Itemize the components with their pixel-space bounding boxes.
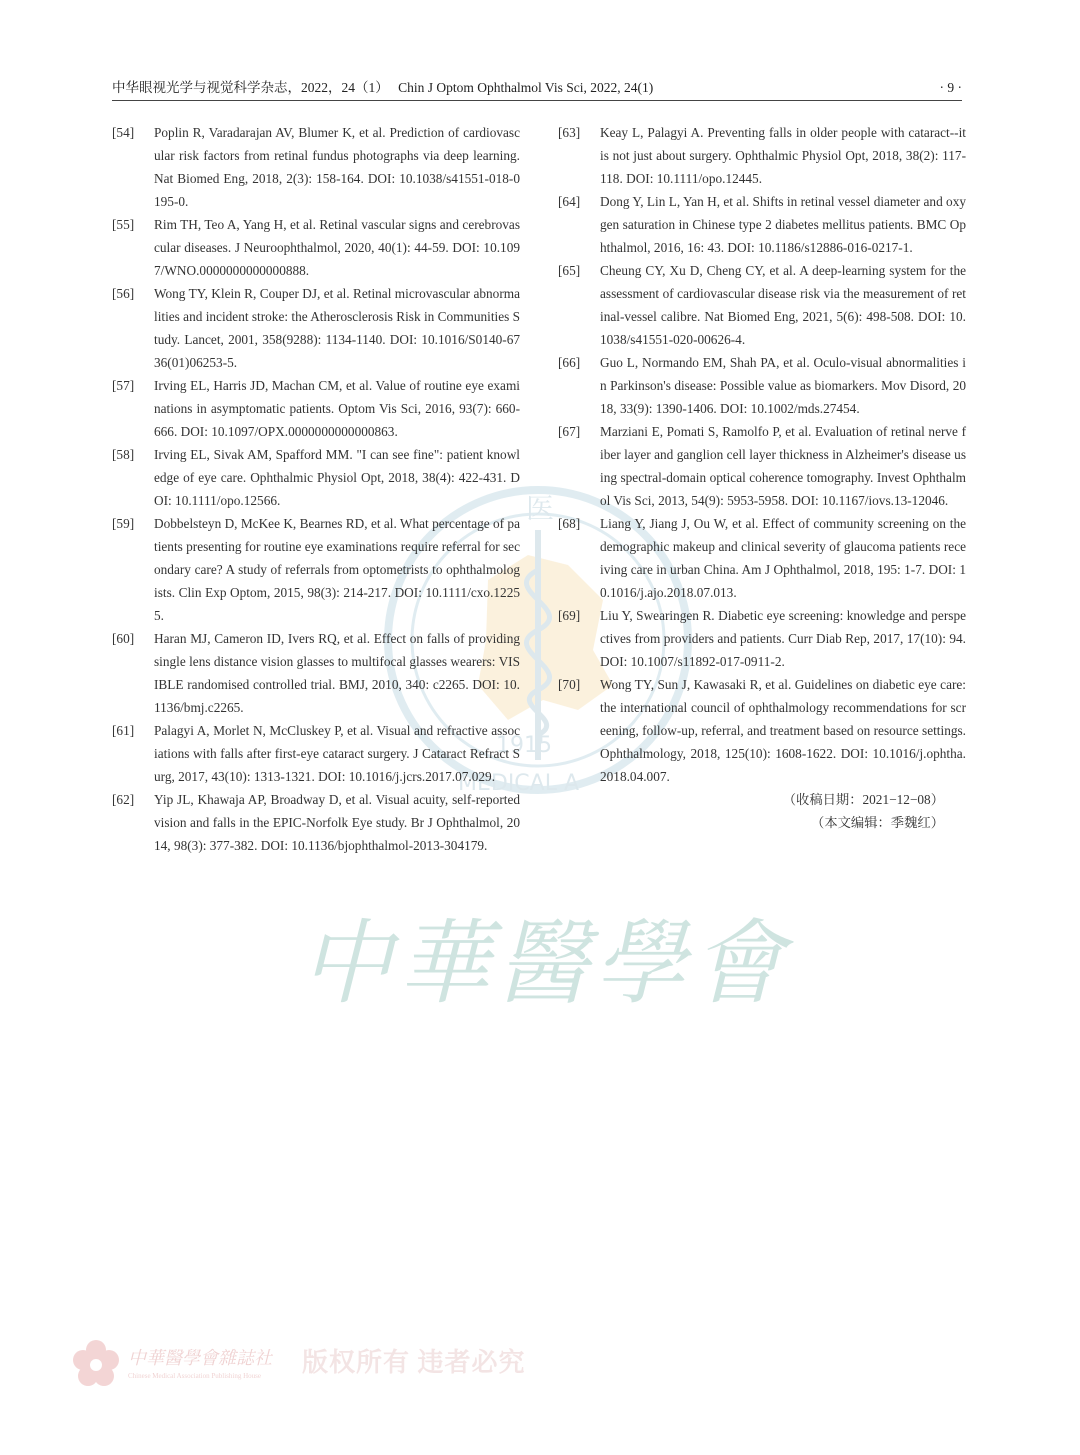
seal-character: 医 <box>526 492 555 525</box>
reference-text: Wong TY, Sun J, Kawasaki R, et al. Guidelines on diabetic eye care: the international council of ophthalmology recommendations for screening, follow-up, referral, and treatment based on resource settings. Ophthalmology, 2018, 125(10): 1608-1622. DOI: 10.1016/j.ophtha.2018.04.007. <box>600 677 966 784</box>
running-header <box>112 78 962 101</box>
reference-item <box>558 259 966 351</box>
reference-item <box>558 351 966 420</box>
reference-number: [60] <box>112 631 135 646</box>
journal-title-en: Chin J Optom Ophthalmol Vis Sci, 2022, 24(1) <box>398 80 654 95</box>
reference-item <box>558 121 966 190</box>
reference-item <box>112 121 520 213</box>
reference-item <box>112 719 520 788</box>
publisher-name-en: Chinese Medical Association Publishing House <box>128 1372 261 1380</box>
reference-number: [66] <box>558 355 581 370</box>
reference-text: Palagyi A, Morlet N, McCluskey P, et al. Visual and refractive associations with falls after first-eye cataract surgery. J Cataract Refract Surg, 2017, 43(10): 1313-1321. DOI: 10.1016/j.jcrs.2017.07.029. <box>154 723 520 784</box>
references-right-column <box>558 121 966 834</box>
calligraphy-watermark: 中華醫學會 <box>300 910 791 1017</box>
reference-text: Irving EL, Harris JD, Machan CM, et al. Value of routine eye examinations in asymptomatic patients. Optom Vis Sci, 2016, 93(7): 660-666. DOI: 10.1097/OPX.0000000000000863. <box>154 378 520 439</box>
reference-item <box>112 788 520 857</box>
journal-citation <box>112 78 653 98</box>
reference-text: Wong TY, Klein R, Couper DJ, et al. Retinal microvascular abnormalities and incident stroke: the Atherosclerosis Risk in Communities Study. Lancet, 2001, 358(9288): 1134-1140. DOI: 10.1016/S0140-6736(01)06253-5. <box>154 286 521 370</box>
reference-number: [58] <box>112 447 135 462</box>
reference-text: Liang Y, Jiang J, Ou W, et al. Effect of community screening on the demographic makeup and clinical severity of glaucoma patients receiving care in urban China. Am J Ophthalmol, 2018, 195: 1-7. DOI: 10.1016/j.ajo.2018.07.013. <box>600 516 966 600</box>
reference-text: Liu Y, Swearingen R. Diabetic eye screening: knowledge and perspectives from providers and patients. Curr Diab Rep, 2017, 17(10): 94. DOI: 10.1007/s11892-017-0911-2. <box>600 608 966 669</box>
reference-text: Poplin R, Varadarajan AV, Blumer K, et al. Prediction of cardiovascular risk factors from retinal fundus photographs via deep learning. Nat Biomed Eng, 2018, 2(3): 158-164. DOI: 10.1038/s41551-018-0195-0. <box>154 125 520 209</box>
reference-item <box>558 190 966 259</box>
reference-text: Dong Y, Lin L, Yan H, et al. Shifts in retinal vessel diameter and oxygen saturation in Chinese type 2 diabetes mellitus patients. BMC Ophthalmol, 2016, 16: 43. DOI: 10.1186/s12886-016-0217-1. <box>600 194 966 255</box>
reference-number: [56] <box>112 286 135 301</box>
reference-number: [54] <box>112 125 135 140</box>
seal-year: 1915 <box>496 733 552 758</box>
reference-item <box>558 420 966 512</box>
reference-number: [68] <box>558 516 581 531</box>
publisher-footer-logo <box>70 1338 526 1394</box>
reference-number: [61] <box>112 723 135 738</box>
reference-text: Marziani E, Pomati S, Ramolfo P, et al. Evaluation of retinal nerve fiber layer and ganglion cell layer thickness in Alzheimer's disease using spectral-domain optical coherence tomography. Invest Ophthalmol Vis Sci, 2013, 54(9): 5953-5958. DOI: 10.1167/iovs.13-12046. <box>600 424 966 508</box>
reference-text: Cheung CY, Xu D, Cheng CY, et al. A deep-learning system for the assessment of cardiovascular disease risk via the measurement of retinal-vessel calibre. Nat Biomed Eng, 2021, 5(6): 498-508. DOI: 10.1038/s41551-020-00626-4. <box>600 263 966 347</box>
publisher-name-cn: 中華醫學會雜誌社 <box>128 1348 272 1368</box>
reference-item <box>112 512 520 627</box>
journal-title-cn: 中华眼视光学与视觉科学杂志，2022，24（1） <box>112 80 389 95</box>
reference-text: Irving EL, Sivak AM, Spafford MM. "I can see fine": patient knowledge of eye care. Ophthalmic Physiol Opt, 2018, 38(4): 422-431. DOI: 10.1111/opo.12566. <box>154 447 520 508</box>
seal-arc-text: MEDICAL A <box>458 771 580 796</box>
reference-item <box>112 213 520 282</box>
reference-item <box>558 512 966 604</box>
reference-text: Guo L, Normando EM, Shah PA, et al. Oculo-visual abnormalities in Parkinson's disease: Possible value as biomarkers. Mov Disord, 2018, 33(9): 1390-1406. DOI: 10.1002/mds.27454. <box>600 355 966 416</box>
reference-number: [63] <box>558 125 581 140</box>
reference-number: [70] <box>558 677 581 692</box>
copyright-notice: 版权所有 违者必究 <box>302 1348 526 1377</box>
references-left-column <box>112 121 520 857</box>
reference-text: Rim TH, Teo A, Yang H, et al. Retinal vascular signs and cerebrovascular diseases. J Neuroophthalmol, 2020, 40(1): 44-59. DOI: 10.1097/WNO.0000000000000888. <box>154 217 520 278</box>
reference-text: Haran MJ, Cameron ID, Ivers RQ, et al. Effect on falls of providing single lens distance vision glasses to multifocal glasses wearers: VISIBLE randomised controlled trial. BMJ, 2010, 340: c2265. DOI: 10.1136/bmj.c2265. <box>154 631 520 715</box>
reference-text: Keay L, Palagyi A. Preventing falls in older people with cataract--it is not just about surgery. Ophthalmic Physiol Opt, 2018, 38(2): 117-118. DOI: 10.1111/opo.12445. <box>600 125 966 186</box>
reference-item <box>112 282 520 374</box>
reference-text: Dobbelsteyn D, McKee K, Bearnes RD, et al. What percentage of patients presenting for routine eye examinations require referral for secondary care? A study of referrals from optometrists to ophthalmologists. Clin Exp Optom, 2015, 98(3): 214-217. DOI: 10.1111/cxo.12255. <box>154 516 520 623</box>
reference-number: [55] <box>112 217 135 232</box>
reference-item <box>112 627 520 719</box>
reference-number: [67] <box>558 424 581 439</box>
received-date: （收稿日期：2021−12−08） <box>782 792 944 807</box>
reference-number: [65] <box>558 263 581 278</box>
reference-number: [62] <box>112 792 135 807</box>
reference-number: [69] <box>558 608 581 623</box>
reference-item <box>112 443 520 512</box>
reference-number: [59] <box>112 516 135 531</box>
reference-item <box>558 604 966 673</box>
flower-logo-icon <box>70 1338 122 1390</box>
reference-text: Yip JL, Khawaja AP, Broadway D, et al. Visual acuity, self-reported vision and falls in the EPIC-Norfolk Eye study. Br J Ophthalmol, 2014, 98(3): 377-382. DOI: 10.1136/bjophthalmol-2013-304179. <box>154 792 520 853</box>
reference-item <box>558 673 966 788</box>
reference-number: [64] <box>558 194 581 209</box>
page-number: · 9 · <box>939 80 962 95</box>
reference-number: [57] <box>112 378 135 393</box>
editor-credit: （本文编辑：季魏红） <box>811 815 944 830</box>
reference-item <box>112 374 520 443</box>
